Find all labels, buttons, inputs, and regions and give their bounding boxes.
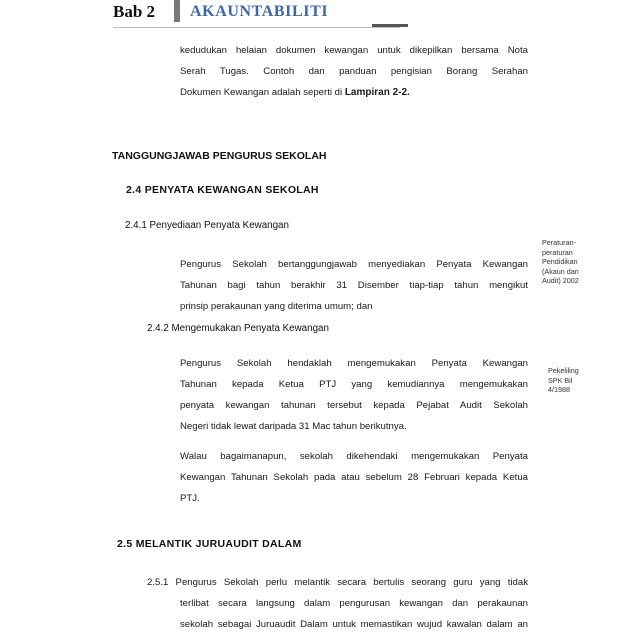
section-2-4-2-heading: 2.4.2 Mengemukakan Penyata Kewangan	[147, 323, 329, 334]
header-rule	[113, 27, 400, 28]
intro-line: Serah Tugas. Contoh dan panduan pengisian Borang Serahan	[180, 66, 528, 77]
paragraph-line: Pengurus Sekolah hendaklah mengemukakan Penyata Kewangan	[180, 358, 528, 369]
sidenote-line: Peraturan-	[542, 238, 576, 247]
intro-paragraph	[180, 40, 528, 103]
paragraph-line: prinsip perakaunan yang diterima umum; dan	[180, 301, 373, 312]
sidenote-line: Pendidikan	[542, 257, 578, 267]
paragraph-line: Tahunan kepada Ketua PTJ yang kemudiannya mengemukakan	[180, 379, 528, 390]
paragraph-line: 2.5.1 Pengurus Sekolah perlu melantik secara bertulis seorang guru yang tidak	[147, 577, 528, 588]
paragraph-line: Negeri tidak lewat daripada 31 Mac tahun berikutnya.	[180, 421, 407, 432]
appendix-reference: Lampiran 2-2.	[344, 87, 410, 98]
sidenote-circular	[548, 366, 579, 395]
sidenote-line: (Akaun dan	[542, 266, 579, 276]
paragraph-line: penyata kewangan tahunan tersebut kepada Pejabat Audit Sekolah	[180, 400, 528, 411]
paragraph-line: Pengurus Sekolah bertanggungjawab menyediakan Penyata Kewangan	[180, 259, 528, 270]
section-2-4-1-heading: 2.4.1 Penyediaan Penyata Kewangan	[125, 220, 289, 231]
section-2-4-2-paragraph-2	[180, 446, 528, 509]
sidenote-line: Pekeliling	[548, 366, 579, 375]
paragraph-line: Kewangan Tahunan Sekolah pada atau sebelum 28 Februari kepada Ketua	[180, 472, 528, 483]
section-2-5-1-paragraph	[147, 572, 528, 635]
section-2-4-heading: 2.4 PENYATA KEWANGAN SEKOLAH	[126, 184, 319, 196]
paragraph-line: PTJ.	[180, 493, 200, 504]
paragraph-line: Tahunan bagi tahun berakhir 31 Disember tiap-tiap tahun mengikut	[180, 280, 528, 291]
intro-line: Dokumen Kewangan adalah seperti di Lampiran 2-2.	[180, 87, 410, 98]
sidenote-line: peraturan	[542, 247, 573, 257]
header-accent-dash	[372, 24, 408, 27]
intro-line: kedudukan helaian dokumen kewangan untuk dikepilkan bersama Nota	[180, 45, 528, 56]
section-2-4-1-paragraph	[180, 254, 528, 317]
sidenote-regulation	[542, 238, 579, 286]
paragraph-line: terlibat secara langsung dalam pengurusan kewangan dan perakaunan	[180, 598, 528, 609]
section-2-5-heading: 2.5 MELANTIK JURUAUDIT DALAM	[117, 538, 302, 550]
paragraph-line: Walau bagaimanapun, sekolah dikehendaki mengemukakan Penyata	[180, 451, 528, 462]
sidenote-line: Audit) 2002	[542, 276, 579, 286]
chapter-label: Bab 2	[113, 2, 156, 21]
chapter-divider-bar	[174, 0, 180, 22]
main-heading: TANGGUNGJAWAB PENGURUS SEKOLAH	[112, 150, 327, 162]
section-2-4-2-paragraph-1	[180, 353, 528, 437]
chapter-title: AKAUNTABILITI	[190, 3, 329, 20]
sidenote-line: 4/1988	[548, 385, 570, 395]
sidenote-line: SPK Bil	[548, 375, 573, 385]
paragraph-line: sekolah sebagai Juruaudit Dalam untuk memastikan wujud kawalan dalam an	[180, 619, 528, 630]
